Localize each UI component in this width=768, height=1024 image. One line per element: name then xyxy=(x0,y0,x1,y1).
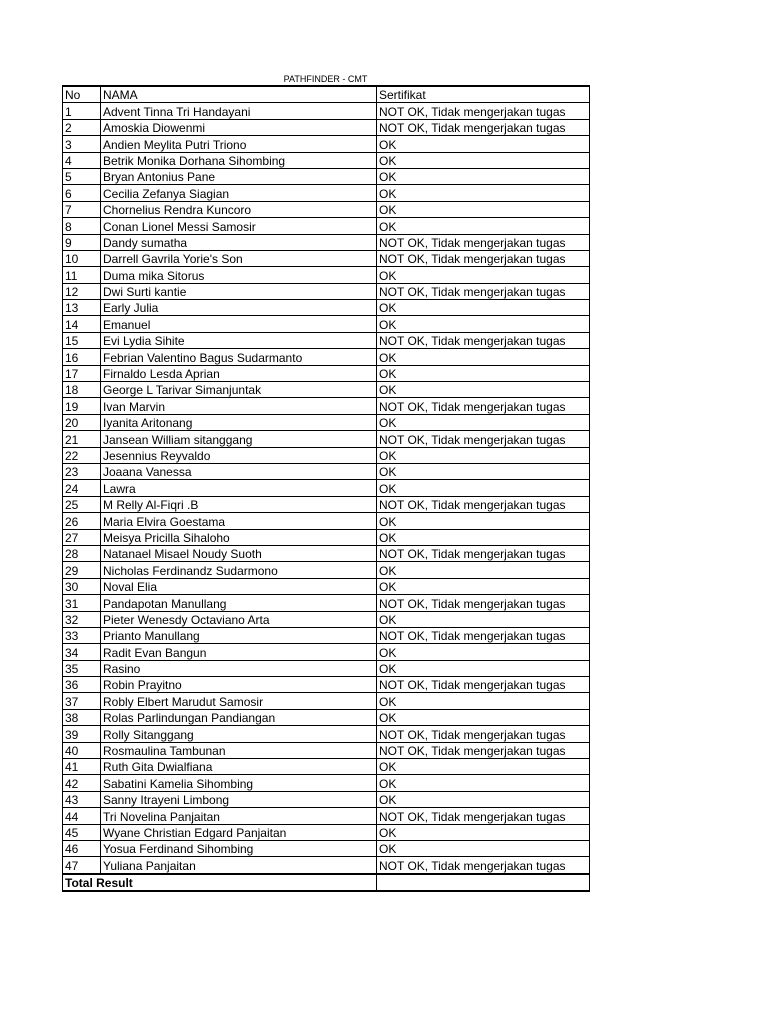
table-row xyxy=(63,398,590,414)
table-row xyxy=(63,349,590,365)
row-no-cell: 11 xyxy=(63,267,101,283)
row-certificate-cell: NOT OK, Tidak mengerjakan tugas xyxy=(377,250,590,266)
table-row xyxy=(63,332,590,348)
row-no-cell: 20 xyxy=(63,414,101,430)
row-name-cell: Jansean William sitanggang xyxy=(101,431,377,447)
row-name-cell: Joaana Vanessa xyxy=(101,463,377,479)
row-name-cell: Darrell Gavrila Yorie's Son xyxy=(101,250,377,266)
row-certificate-cell: NOT OK, Tidak mengerjakan tugas xyxy=(377,808,590,824)
table-row xyxy=(63,840,590,856)
row-name-cell: Sanny Itrayeni Limbong xyxy=(101,791,377,807)
row-name-cell: Advent Tinna Tri Handayani xyxy=(101,103,377,119)
row-certificate-cell: OK xyxy=(377,414,590,430)
row-name-cell: George L Tarivar Simanjuntak xyxy=(101,382,377,398)
row-name-cell: Cecilia Zefanya Siagian xyxy=(101,185,377,201)
row-name-cell: Andien Meylita Putri Triono xyxy=(101,136,377,152)
row-no-cell: 14 xyxy=(63,316,101,332)
row-name-cell: Firnaldo Lesda Aprian xyxy=(101,365,377,381)
table-row xyxy=(63,185,590,201)
header-certificate: Sertifikat xyxy=(377,86,590,103)
row-certificate-cell: OK xyxy=(377,660,590,676)
row-no-cell: 38 xyxy=(63,709,101,725)
row-certificate-cell: NOT OK, Tidak mengerjakan tugas xyxy=(377,545,590,561)
row-no-cell: 21 xyxy=(63,431,101,447)
row-certificate-cell: NOT OK, Tidak mengerjakan tugas xyxy=(377,119,590,135)
table-row xyxy=(63,152,590,168)
row-name-cell: M Relly Al-Fiqri .B xyxy=(101,496,377,512)
row-no-cell: 27 xyxy=(63,529,101,545)
row-certificate-cell: NOT OK, Tidak mengerjakan tugas xyxy=(377,742,590,758)
row-no-cell: 8 xyxy=(63,218,101,234)
row-certificate-cell: NOT OK, Tidak mengerjakan tugas xyxy=(377,726,590,742)
results-table-body xyxy=(63,86,590,891)
table-row xyxy=(63,447,590,463)
table-row xyxy=(63,759,590,775)
table-row xyxy=(63,300,590,316)
header-no: No xyxy=(63,86,101,103)
row-certificate-cell: NOT OK, Tidak mengerjakan tugas xyxy=(377,332,590,348)
table-row xyxy=(63,382,590,398)
table-row xyxy=(63,857,590,874)
row-name-cell: Dwi Surti kantie xyxy=(101,283,377,299)
row-no-cell: 7 xyxy=(63,201,101,217)
total-row xyxy=(63,874,590,891)
row-no-cell: 43 xyxy=(63,791,101,807)
row-certificate-cell: OK xyxy=(377,136,590,152)
row-name-cell: Amoskia Diowenmi xyxy=(101,119,377,135)
row-name-cell: Evi Lydia Sihite xyxy=(101,332,377,348)
results-table xyxy=(62,85,590,892)
table-row xyxy=(63,119,590,135)
table-row xyxy=(63,578,590,594)
row-no-cell: 5 xyxy=(63,168,101,184)
row-name-cell: Pandapotan Manullang xyxy=(101,595,377,611)
table-row xyxy=(63,234,590,250)
row-certificate-cell: OK xyxy=(377,840,590,856)
row-name-cell: Prianto Manullang xyxy=(101,627,377,643)
row-certificate-cell: OK xyxy=(377,168,590,184)
row-name-cell: Ruth Gita Dwialfiana xyxy=(101,759,377,775)
table-row xyxy=(63,742,590,758)
row-certificate-cell: OK xyxy=(377,218,590,234)
header-name: NAMA xyxy=(101,86,377,103)
table-row xyxy=(63,283,590,299)
row-no-cell: 30 xyxy=(63,578,101,594)
row-name-cell: Emanuel xyxy=(101,316,377,332)
total-label: Total Result xyxy=(63,874,377,891)
row-no-cell: 26 xyxy=(63,513,101,529)
row-no-cell: 39 xyxy=(63,726,101,742)
table-row xyxy=(63,365,590,381)
row-certificate-cell: OK xyxy=(377,578,590,594)
row-certificate-cell: OK xyxy=(377,267,590,283)
table-row xyxy=(63,595,590,611)
row-name-cell: Duma mika Sitorus xyxy=(101,267,377,283)
table-row xyxy=(63,677,590,693)
row-certificate-cell: NOT OK, Tidak mengerjakan tugas xyxy=(377,431,590,447)
row-certificate-cell: OK xyxy=(377,300,590,316)
row-no-cell: 17 xyxy=(63,365,101,381)
row-no-cell: 19 xyxy=(63,398,101,414)
row-certificate-cell: NOT OK, Tidak mengerjakan tugas xyxy=(377,398,590,414)
table-row xyxy=(63,480,590,496)
row-no-cell: 36 xyxy=(63,677,101,693)
row-certificate-cell: NOT OK, Tidak mengerjakan tugas xyxy=(377,234,590,250)
table-row xyxy=(63,513,590,529)
table-row xyxy=(63,693,590,709)
row-no-cell: 41 xyxy=(63,759,101,775)
row-certificate-cell: OK xyxy=(377,382,590,398)
table-row xyxy=(63,431,590,447)
row-no-cell: 13 xyxy=(63,300,101,316)
row-certificate-cell: OK xyxy=(377,611,590,627)
table-row xyxy=(63,267,590,283)
row-no-cell: 23 xyxy=(63,463,101,479)
header-row xyxy=(63,86,590,103)
row-no-cell: 4 xyxy=(63,152,101,168)
row-no-cell: 28 xyxy=(63,545,101,561)
table-row xyxy=(63,136,590,152)
row-no-cell: 33 xyxy=(63,627,101,643)
row-certificate-cell: OK xyxy=(377,185,590,201)
row-no-cell: 18 xyxy=(63,382,101,398)
row-name-cell: Febrian Valentino Bagus Sudarmanto xyxy=(101,349,377,365)
row-no-cell: 1 xyxy=(63,103,101,119)
row-no-cell: 15 xyxy=(63,332,101,348)
row-name-cell: Chornelius Rendra Kuncoro xyxy=(101,201,377,217)
row-certificate-cell: NOT OK, Tidak mengerjakan tugas xyxy=(377,283,590,299)
table-row xyxy=(63,316,590,332)
row-certificate-cell: OK xyxy=(377,693,590,709)
row-certificate-cell: NOT OK, Tidak mengerjakan tugas xyxy=(377,496,590,512)
table-row xyxy=(63,808,590,824)
row-name-cell: Iyanita Aritonang xyxy=(101,414,377,430)
row-certificate-cell: OK xyxy=(377,152,590,168)
row-certificate-cell: OK xyxy=(377,824,590,840)
table-row xyxy=(63,168,590,184)
row-name-cell: Rolly Sitanggang xyxy=(101,726,377,742)
row-no-cell: 37 xyxy=(63,693,101,709)
row-name-cell: Rosmaulina Tambunan xyxy=(101,742,377,758)
row-certificate-cell: OK xyxy=(377,709,590,725)
row-no-cell: 3 xyxy=(63,136,101,152)
row-name-cell: Ivan Marvin xyxy=(101,398,377,414)
row-name-cell: Pieter Wenesdy Octaviano Arta xyxy=(101,611,377,627)
table-row xyxy=(63,726,590,742)
row-no-cell: 45 xyxy=(63,824,101,840)
table-row xyxy=(63,201,590,217)
row-certificate-cell: OK xyxy=(377,759,590,775)
row-certificate-cell: OK xyxy=(377,529,590,545)
row-name-cell: Yosua Ferdinand Sihombing xyxy=(101,840,377,856)
row-certificate-cell: OK xyxy=(377,480,590,496)
row-certificate-cell: OK xyxy=(377,201,590,217)
table-row xyxy=(63,545,590,561)
row-no-cell: 47 xyxy=(63,857,101,874)
total-value-cell xyxy=(377,874,590,891)
row-name-cell: Wyane Christian Edgard Panjaitan xyxy=(101,824,377,840)
row-no-cell: 25 xyxy=(63,496,101,512)
row-no-cell: 9 xyxy=(63,234,101,250)
row-no-cell: 10 xyxy=(63,250,101,266)
table-row xyxy=(63,644,590,660)
row-name-cell: Bryan Antonius Pane xyxy=(101,168,377,184)
row-certificate-cell: NOT OK, Tidak mengerjakan tugas xyxy=(377,595,590,611)
row-certificate-cell: OK xyxy=(377,447,590,463)
table-row xyxy=(63,775,590,791)
table-row xyxy=(63,218,590,234)
row-no-cell: 35 xyxy=(63,660,101,676)
row-name-cell: Lawra xyxy=(101,480,377,496)
row-name-cell: Yuliana Panjaitan xyxy=(101,857,377,874)
row-no-cell: 6 xyxy=(63,185,101,201)
table-row xyxy=(63,627,590,643)
row-name-cell: Dandy sumatha xyxy=(101,234,377,250)
row-name-cell: Jesennius Reyvaldo xyxy=(101,447,377,463)
sheet-title: PATHFINDER - CMT xyxy=(283,74,368,84)
row-name-cell: Maria Elvira Goestama xyxy=(101,513,377,529)
row-no-cell: 46 xyxy=(63,840,101,856)
row-certificate-cell: OK xyxy=(377,513,590,529)
row-no-cell: 22 xyxy=(63,447,101,463)
table-row xyxy=(63,824,590,840)
table-row xyxy=(63,250,590,266)
row-no-cell: 16 xyxy=(63,349,101,365)
row-certificate-cell: OK xyxy=(377,644,590,660)
row-certificate-cell: OK xyxy=(377,791,590,807)
row-certificate-cell: OK xyxy=(377,316,590,332)
row-certificate-cell: NOT OK, Tidak mengerjakan tugas xyxy=(377,627,590,643)
row-name-cell: Early Julia xyxy=(101,300,377,316)
row-name-cell: Sabatini Kamelia Sihombing xyxy=(101,775,377,791)
row-no-cell: 12 xyxy=(63,283,101,299)
row-no-cell: 2 xyxy=(63,119,101,135)
row-name-cell: Conan Lionel Messi Samosir xyxy=(101,218,377,234)
row-name-cell: Noval Elia xyxy=(101,578,377,594)
row-name-cell: Radit Evan Bangun xyxy=(101,644,377,660)
row-name-cell: Robly Elbert Marudut Samosir xyxy=(101,693,377,709)
row-certificate-cell: NOT OK, Tidak mengerjakan tugas xyxy=(377,857,590,874)
table-row xyxy=(63,791,590,807)
row-certificate-cell: NOT OK, Tidak mengerjakan tugas xyxy=(377,103,590,119)
row-name-cell: Rasino xyxy=(101,660,377,676)
row-certificate-cell: OK xyxy=(377,562,590,578)
row-no-cell: 32 xyxy=(63,611,101,627)
row-no-cell: 29 xyxy=(63,562,101,578)
row-certificate-cell: OK xyxy=(377,365,590,381)
table-row xyxy=(63,660,590,676)
row-no-cell: 44 xyxy=(63,808,101,824)
row-certificate-cell: NOT OK, Tidak mengerjakan tugas xyxy=(377,677,590,693)
row-name-cell: Tri Novelina Panjaitan xyxy=(101,808,377,824)
row-no-cell: 40 xyxy=(63,742,101,758)
row-name-cell: Natanael Misael Noudy Suoth xyxy=(101,545,377,561)
table-row xyxy=(63,709,590,725)
row-no-cell: 34 xyxy=(63,644,101,660)
row-name-cell: Betrik Monika Dorhana Sihombing xyxy=(101,152,377,168)
row-name-cell: Meisya Pricilla Sihaloho xyxy=(101,529,377,545)
table-row xyxy=(63,611,590,627)
row-name-cell: Nicholas Ferdinandz Sudarmono xyxy=(101,562,377,578)
table-row xyxy=(63,414,590,430)
row-name-cell: Robin Prayitno xyxy=(101,677,377,693)
row-certificate-cell: OK xyxy=(377,775,590,791)
row-certificate-cell: OK xyxy=(377,349,590,365)
table-row xyxy=(63,463,590,479)
table-row xyxy=(63,496,590,512)
table-row xyxy=(63,103,590,119)
row-certificate-cell: OK xyxy=(377,463,590,479)
row-no-cell: 31 xyxy=(63,595,101,611)
row-no-cell: 24 xyxy=(63,480,101,496)
row-name-cell: Rolas Parlindungan Pandiangan xyxy=(101,709,377,725)
row-no-cell: 42 xyxy=(63,775,101,791)
table-row xyxy=(63,562,590,578)
table-row xyxy=(63,529,590,545)
